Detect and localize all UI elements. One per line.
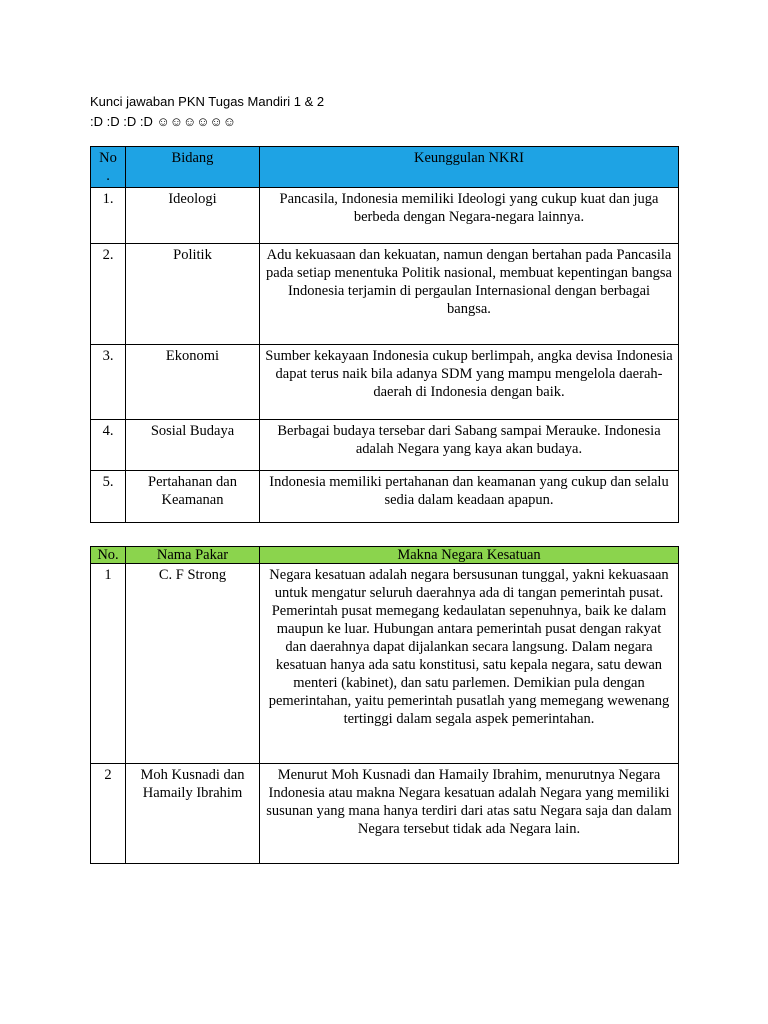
row-bidang: Pertahanan dan Keamanan	[126, 471, 260, 523]
table-row	[91, 244, 679, 345]
table-row	[91, 764, 679, 864]
table-row	[91, 188, 679, 244]
row-bidang: Ideologi	[126, 188, 260, 244]
header-bidang: Bidang	[126, 147, 260, 188]
emoticon-line: :D :D :D :D ☺☺☺☺☺☺	[90, 114, 237, 129]
keunggulan-nkri-table	[90, 146, 679, 523]
row-number: 1	[91, 564, 126, 764]
table-row	[91, 420, 679, 471]
row-keunggulan: Pancasila, Indonesia memiliki Ideologi yang cukup kuat dan juga berbeda dengan Negara-negara lainnya.	[260, 188, 679, 244]
table-row	[91, 564, 679, 764]
row-keunggulan: Sumber kekayaan Indonesia cukup berlimpah, angka devisa Indonesia dapat terus naik bila adanya SDM yang mampu mengelola daerah-daerah di Indonesia dengan baik.	[260, 345, 679, 420]
table-row	[91, 345, 679, 420]
row-bidang: Sosial Budaya	[126, 420, 260, 471]
row-number: 2.	[91, 244, 126, 345]
row-number: 3.	[91, 345, 126, 420]
header-no: No.	[91, 547, 126, 564]
row-keunggulan: Berbagai budaya tersebar dari Sabang sampai Merauke. Indonesia adalah Negara yang kaya akan budaya.	[260, 420, 679, 471]
header-keunggulan: Keunggulan NKRI	[260, 147, 679, 188]
row-nama-pakar: Moh Kusnadi dan Hamaily Ibrahim	[126, 764, 260, 864]
row-number: 1.	[91, 188, 126, 244]
makna-negara-kesatuan-table	[90, 546, 679, 864]
row-bidang: Politik	[126, 244, 260, 345]
row-number: 5.	[91, 471, 126, 523]
row-makna: Negara kesatuan adalah negara bersusunan tunggal, yakni kekuasaan untuk mengatur seluruh daerahnya ada di tangan pemerintah pusat. Pemerintah pusat memegang kedaulatan sepenuhnya, baik ke dalam maupun ke luar. Hubungan antara pemerintah pusat dengan rakyat dan daerahnya dapat dijalankan secara langsung. Dalam negara kesatuan hanya ada satu konstitusi, satu kepala negara, satu dewan menteri (kabinet), dan satu parlemen. Demikian pula dengan pemerintahan, yaitu pemerintah pusatlah yang memegang wewenang tertinggi dalam segala aspek pemerintahan.	[260, 564, 679, 764]
row-number: 4.	[91, 420, 126, 471]
row-keunggulan: Adu kekuasaan dan kekuatan, namun dengan bertahan pada Pancasila pada setiap menentuka Politik nasional, membuat kepentingan bangsa Indonesia terjamin di pergaulan Internasional dengan berbagai bangsa.	[260, 244, 679, 345]
header-makna: Makna Negara Kesatuan	[260, 547, 679, 564]
header-nama-pakar: Nama Pakar	[126, 547, 260, 564]
row-bidang: Ekonomi	[126, 345, 260, 420]
row-makna: Menurut Moh Kusnadi dan Hamaily Ibrahim, menurutnya Negara Indonesia atau makna Negara kesatuan adalah Negara yang memiliki susunan yang mana hanya terdiri dari atas satu Negara saja dan dalam Negara tersebut tidak ada Negara lain.	[260, 764, 679, 864]
row-number: 2	[91, 764, 126, 864]
table-row	[91, 471, 679, 523]
table-header-row	[91, 147, 679, 188]
table-header-row	[91, 547, 679, 564]
row-keunggulan: Indonesia memiliki pertahanan dan keamanan yang cukup dan selalu sedia dalam keadaan apapun.	[260, 471, 679, 523]
document-title: Kunci jawaban PKN Tugas Mandiri 1 & 2	[90, 94, 325, 109]
header-no: No .	[91, 147, 126, 188]
row-nama-pakar: C. F Strong	[126, 564, 260, 764]
